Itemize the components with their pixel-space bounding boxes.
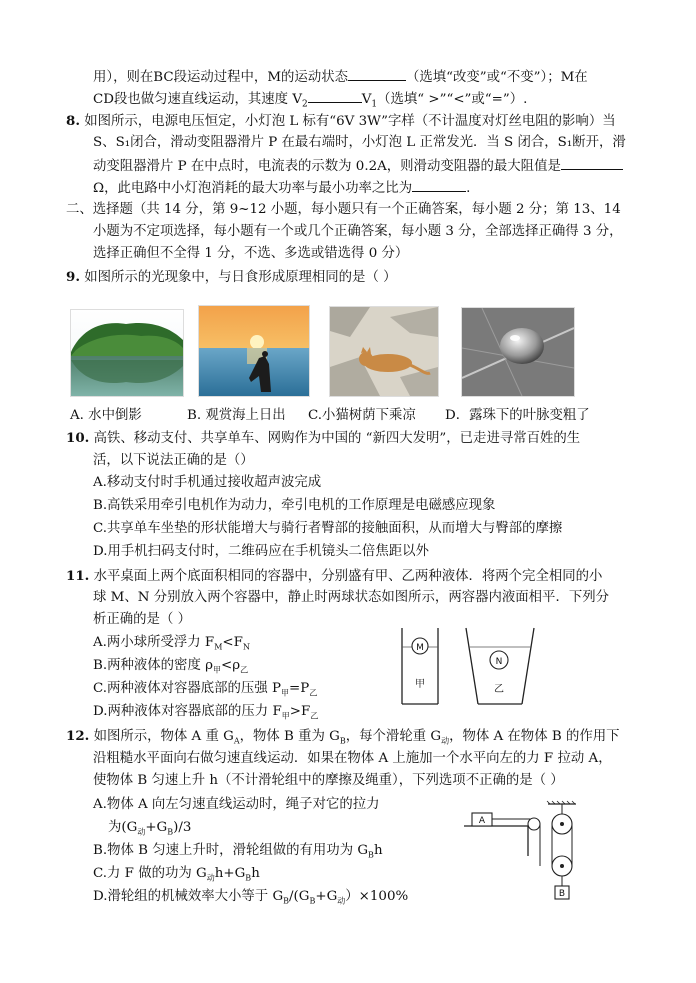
q10-option-d: D.用手机扫码支付时，二维码应在手机镜头二倍焦距以外 <box>93 544 429 559</box>
q9-stem: 9. 如图所示的光现象中，与日食形成原理相同的是（ ） <box>66 269 397 285</box>
q11-option-a: A.两小球所受浮力 $F_M<F_N$ <box>93 635 250 652</box>
q12-option-a-line2: 为$(G_动+G_B)/3$ <box>108 820 192 837</box>
answer-blank <box>308 88 362 103</box>
edge-pulley <box>528 818 540 830</box>
cat-shade-image <box>330 307 438 396</box>
q10-option-c: C.共享单车坐垫的形状能增大与骑行者臀部的接触面积，从而增大与臀部的摩擦 <box>93 521 563 536</box>
q12-option-d: D.滑轮组的机械效率大小等于 $G_B/(G_B+G_动)\times 100\%$ <box>93 889 409 906</box>
q10-option-b: B.高铁采用牵引电机作为动力，牵引电机的工作原理是电磁感应现象 <box>93 498 496 513</box>
q11-line3: 析正确的是（ ） <box>93 612 191 627</box>
q10-line2: 活，以下说法正确的是（） <box>93 453 254 468</box>
q11-option-d: D.两种液体对容器底部的压力 $F_甲>F_乙$ <box>93 704 319 721</box>
ball-n-label: N <box>495 657 503 667</box>
pulley-figure <box>462 800 582 904</box>
answer-blank <box>561 155 623 170</box>
dewdrop-leaf-image <box>462 308 574 396</box>
q11-option-b: B.两种液体的密度 $\rho_甲<\rho_乙$ <box>93 658 249 675</box>
photo-sea-sunrise <box>198 305 310 397</box>
section2-line1: 二、选择题（共 14 分，第 9~12 小题，每小题只有一个正确答案，每小题 2 分；第 13、14 <box>66 202 621 217</box>
q9-option-d: D．露珠下的叶脉变粗了 <box>445 408 590 423</box>
sea-sunrise-image <box>199 306 309 396</box>
section2-line3: 选择正确但不全得 1 分，不选、多选或错选得 0 分） <box>93 246 409 261</box>
q8-line3: 动变阻器滑片 P 在中点时，电流表的示数为 0.2A，则滑动变阻器的最大阻值是 <box>93 155 623 177</box>
q10-line1: 10. 高铁、移动支付、共享单车、网购作为中国的 “新四大发明”，已走进寻常百姓的生 <box>66 430 581 446</box>
q9-option-a: A. 水中倒影 <box>70 408 142 423</box>
container-jia <box>402 628 438 704</box>
q12-line1: 12. 如图所示，物体 A 重 $G_A$，物体 B 重为 $G_B$，每个滑轮重 $G_动$，物体 A 在物体 B 的作用下 <box>66 728 620 746</box>
q10-option-a: A.移动支付时手机通过接收超声波完成 <box>93 475 322 490</box>
block-a-label: A <box>478 816 486 826</box>
q11-line1: 11. 水平桌面上两个底面积相同的容器中，分别盛有甲、乙两种液体．将两个完全相同的小 <box>66 568 603 584</box>
block-b-label: B <box>558 889 566 899</box>
photo-water-reflection <box>70 309 184 397</box>
container-jia-label: 甲 <box>415 679 425 690</box>
container-yi <box>466 628 534 704</box>
q11-option-c: C.两种液体对容器底部的压强 $P_甲=P_乙$ <box>93 681 318 698</box>
section2-line2: 小题为不定项选择，每小题有一个或几个正确答案，每小题 3 分，全部选择正确得 3 分， <box>93 224 623 239</box>
q9-option-b: B. 观赏海上日出 <box>187 408 286 423</box>
q8-line1: 8. 如图所示，电源电压恒定，小灯泡 L 标有“6V 3W”字样（不计温度对灯丝电阻的影响）当 <box>66 113 616 129</box>
q8-line2: S、S₁闭合，滑动变阻器滑片 P 在最右端时，小灯泡 L 正常发光．当 S 闭合，S₁断开，滑 <box>93 135 626 150</box>
q7-line1: 用），则在BC段运动过程中，M的运动状态 （选填“改变”或“不变”）；M在 <box>93 66 588 88</box>
q12-option-b: B.物体 B 匀速上升时，滑轮组做的有用功为 $G_Bh$ <box>93 843 383 860</box>
q8-line4: Ω，此电路中小灯泡消耗的最大功率与最小功率之比为 . <box>93 177 470 199</box>
q12-option-c: C.力 F 做的功为 $G_动h+G_Bh$ <box>93 866 260 883</box>
photo-cat-shade <box>329 306 439 397</box>
water-reflection-image <box>71 310 183 396</box>
containers-figure <box>388 624 556 712</box>
answer-blank <box>412 177 466 192</box>
container-yi-label: 乙 <box>494 684 504 695</box>
q7-line2: CD段也做匀速直线运动，其速度 $V_2$ $V_1$（选填“ >”“<”或“=”）. <box>93 88 527 115</box>
q12-line3: 使物体 B 匀速上升 h（不计滑轮组中的摩擦及绳重），下列选项不正确的是（ ） <box>93 773 564 788</box>
q12-option-a-line1: A.物体 A 向左匀速直线运动时，绳子对它的拉力 <box>93 797 380 812</box>
q11-line2: 球 M、N 分别放入两个容器中，静止时两球状态如图所示，两容器内液面相平．下列分 <box>93 590 610 605</box>
answer-blank <box>348 66 406 81</box>
ball-m-label: M <box>416 643 424 653</box>
photo-dewdrop-leaf <box>461 307 575 397</box>
q12-line2: 沿粗糙水平面向右做匀速直线运动．如果在物体 A 上施加一个水平向左的力 F 拉动 A， <box>93 751 612 766</box>
q9-option-c: C.小猫树荫下乘凉 <box>308 408 416 423</box>
